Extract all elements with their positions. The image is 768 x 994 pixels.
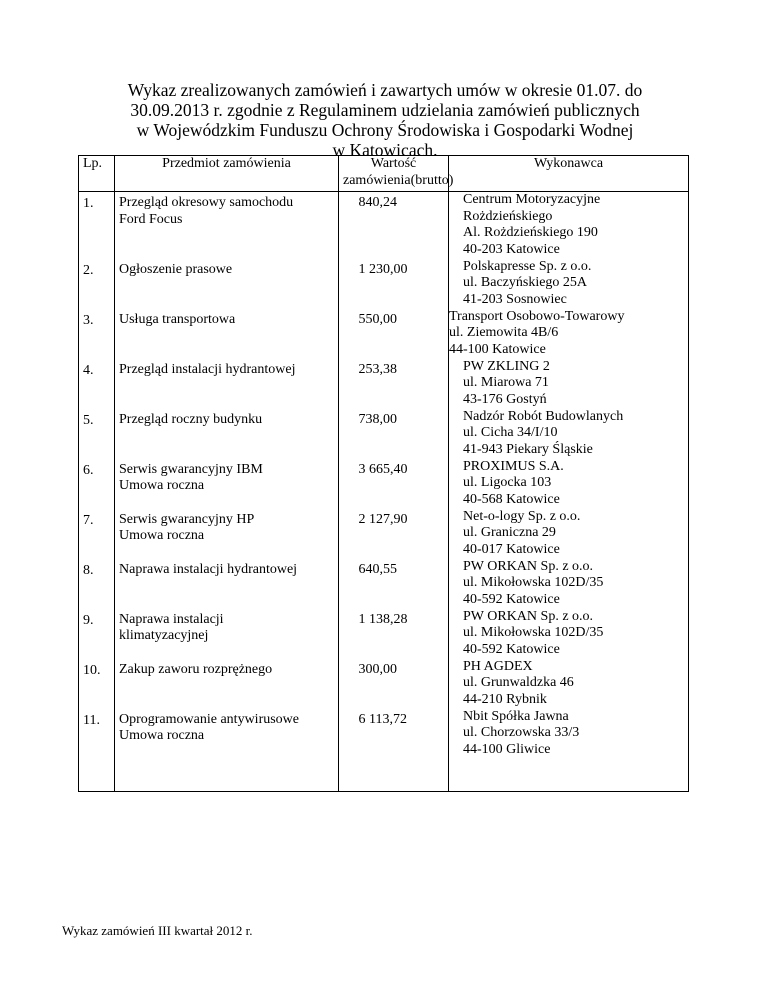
row-value-text: 1 230,00 [358,261,408,277]
row-item [115,509,339,559]
row-contractor-line: 40-203 Katowice [463,241,560,257]
row-contractor-line: Nadzór Robót Budowlanych [463,408,624,424]
row-contractor-line: Al. Rożdzieńskiego 190 [463,225,598,240]
row-value-text: 738,00 [358,411,397,427]
row-contractor [449,559,689,609]
row-item [115,709,339,792]
table-row [79,609,689,659]
row-item-line: Serwis gwarancyjny HP [119,511,255,527]
row-item-line: Oprogramowanie antywirusowe [119,711,300,727]
row-contractor-line: PH AGDEX [463,658,533,674]
row-lp: 5. [79,409,115,459]
row-contractor [449,659,689,709]
row-lp: 8. [79,559,115,609]
row-contractor-line: Net-o-logy Sp. z o.o. [463,508,581,524]
row-item-line: Przegląd instalacji hydrantowej [119,361,296,377]
row-contractor-line: 41-203 Sosnowiec [463,291,567,307]
row-item-line: Naprawa instalacji hydrantowej [119,561,298,577]
row-value [339,192,449,259]
row-contractor [449,459,689,509]
row-value [339,459,449,509]
table-row [79,509,689,559]
row-item [115,659,339,709]
header-contractor: Wykonawca [449,156,689,192]
row-item-line: Przegląd roczny budynku [119,411,263,427]
row-contractor-line: ul. Mikołowska 102D/35 [463,625,604,640]
row-contractor-line: ul. Grunwaldzka 46 [463,675,574,690]
row-value [339,609,449,659]
row-contractor-line: 40-592 Katowice [463,641,560,657]
row-lp: 11. [79,709,115,792]
row-contractor [449,359,689,409]
row-contractor-line: ul. Miarowa 71 [463,375,549,390]
row-contractor-line: 41-943 Piekary Śląskie [463,441,593,457]
row-item [115,259,339,309]
row-item-line: Usługa transportowa [119,311,236,327]
row-contractor [449,409,689,459]
row-item [115,559,339,609]
row-item-line: Ogłoszenie prasowe [119,261,233,277]
row-lp: 10. [79,659,115,709]
row-item-line: klimatyzacyjnej [119,628,209,643]
row-lp: 1. [79,192,115,259]
row-contractor-line: ul. Baczyńskiego 25A [463,275,588,290]
table-row [79,259,689,309]
row-contractor [449,309,689,359]
title-line: 30.09.2013 r. zgodnie z Regulaminem udzielania zamówień publicznych [130,100,640,120]
header-lp: Lp. [79,156,115,192]
row-value [339,259,449,309]
row-value [339,509,449,559]
row-item-line: Umowa roczna [119,478,205,493]
row-lp: 4. [79,359,115,409]
row-item [115,459,339,509]
header-value-line2: zamówienia(brutto) [343,172,454,188]
row-lp: 6. [79,459,115,509]
row-lp: 9. [79,609,115,659]
row-contractor-line: ul. Ziemowita 4B/6 [449,325,559,340]
orders-table [78,155,689,792]
row-value-text: 1 138,28 [358,611,408,627]
row-contractor-line: 44-100 Katowice [449,341,546,357]
row-contractor-line: Centrum Motoryzacyjne [463,192,601,207]
row-contractor-line: Transport Osobowo-Towarowy [449,308,625,324]
row-contractor [449,509,689,559]
table-row [79,359,689,409]
table-row [79,709,689,792]
row-item-line: Naprawa instalacji [119,611,224,627]
row-contractor-line: Rożdzieńskiego [463,208,553,224]
row-lp: 7. [79,509,115,559]
row-item-line: Umowa roczna [119,528,205,543]
row-item-line: Ford Focus [119,211,183,227]
table-row [79,409,689,459]
row-lp: 3. [79,309,115,359]
row-item-line: Przegląd okresowy samochodu [119,195,294,210]
row-contractor [449,192,689,259]
table-row [79,659,689,709]
row-value [339,659,449,709]
row-value-text: 640,55 [358,561,397,577]
row-item-line: Zakup zaworu rozprężnego [119,661,273,677]
table-row [79,459,689,509]
row-item-line: Serwis gwarancyjny IBM [119,461,263,477]
row-item [115,609,339,659]
row-contractor-line: ul. Chorzowska 33/3 [463,725,580,740]
title-line: w Katowicach. [332,140,438,160]
document-title [100,80,670,160]
table-row [79,559,689,609]
row-contractor-line: PW ORKAN Sp. z o.o. [463,608,594,624]
table-row [79,309,689,359]
page-footer: Wykaz zamówień III kwartał 2012 r. [62,923,253,938]
row-contractor-line: 40-568 Katowice [463,491,560,507]
header-item: Przedmiot zamówienia [115,156,339,192]
row-value [339,709,449,792]
row-lp: 2. [79,259,115,309]
row-contractor-line: 40-592 Katowice [463,591,560,607]
row-contractor-line: ul. Cicha 34/I/10 [463,425,558,440]
row-value-text: 840,24 [358,195,397,210]
row-contractor-line: ul. Ligocka 103 [463,475,552,490]
row-value-text: 550,00 [358,311,397,327]
row-contractor [449,609,689,659]
title-line: Wykaz zrealizowanych zamówień i zawartych umów w okresie 01.07. do [127,80,643,100]
row-contractor-line: ul. Graniczna 29 [463,525,556,540]
table-row [79,192,689,259]
row-contractor-line: 40-017 Katowice [463,541,560,557]
row-item [115,359,339,409]
title-line: w Wojewódzkim Funduszu Ochrony Środowiska i Gospodarki Wodnej [136,120,634,140]
row-contractor-line: PROXIMUS S.A. [463,458,564,474]
row-contractor-line: PW ZKLING 2 [463,358,550,374]
row-contractor-line: ul. Mikołowska 102D/35 [463,575,604,590]
row-value [339,559,449,609]
row-value-text: 2 127,90 [358,511,408,527]
row-item [115,192,339,259]
row-value-text: 6 113,72 [358,711,407,727]
row-contractor [449,259,689,309]
row-item [115,309,339,359]
header-value-line1: Wartość [370,156,417,171]
row-contractor-line: PW ORKAN Sp. z o.o. [463,558,594,574]
row-contractor [449,709,689,792]
row-value [339,359,449,409]
header-value [339,156,454,192]
row-value [339,409,449,459]
row-value [339,309,449,359]
row-contractor-line: Nbit Spółka Jawna [463,708,569,724]
row-contractor-line: 43-176 Gostyń [463,391,547,407]
row-value-text: 253,38 [358,361,397,377]
row-contractor-line: Polskapresse Sp. z o.o. [463,258,592,274]
row-contractor-line: 44-210 Rybnik [463,691,547,707]
row-value-text: 3 665,40 [358,461,408,477]
row-item-line: Umowa roczna [119,728,205,743]
row-item [115,409,339,459]
table-header-row [79,156,689,192]
row-value-text: 300,00 [358,661,397,677]
row-contractor-line: 44-100 Gliwice [463,741,551,757]
